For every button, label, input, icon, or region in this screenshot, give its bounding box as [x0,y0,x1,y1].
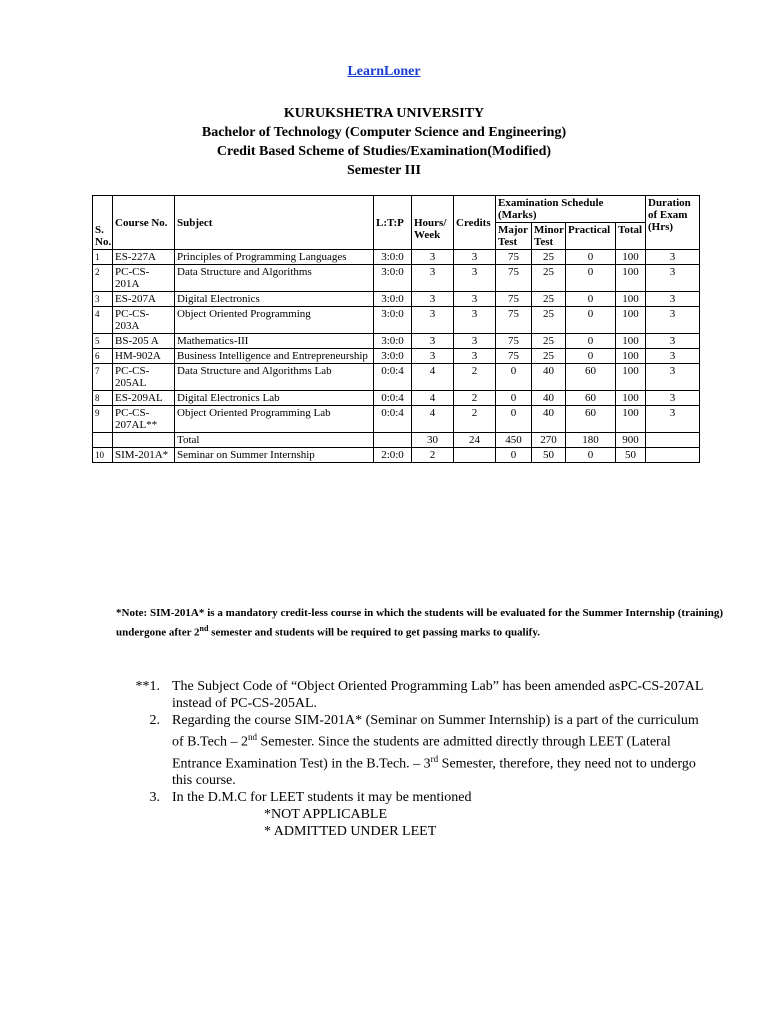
cell-empty [646,433,700,448]
cell-major: 75 [496,349,532,364]
cell-practical: 0 [566,448,616,463]
cell-practical: 0 [566,265,616,292]
brand-link[interactable]: LearnLoner [347,64,421,79]
cell-sno: 3 [93,292,113,307]
list-item [112,678,712,712]
list-item [112,789,712,840]
cell-total: 50 [616,448,646,463]
cell-total: 100 [616,349,646,364]
cell-credits: 3 [454,250,496,265]
cell-major: 0 [496,448,532,463]
cell-hours: 4 [412,406,454,433]
cell-credits: 3 [454,292,496,307]
program-name: Bachelor of Technology (Computer Science and Engineering) [201,125,567,140]
cell-hours: 2 [412,448,454,463]
total-hours: 30 [412,433,454,448]
note-text-1: *Note: SIM-201A* is a mandatory credit-less course in which the students will be evaluated for the Summer Internship (training) undergone after 2 [116,607,723,639]
header-row-1 [93,196,700,223]
semester-title: Semester III [346,163,421,178]
cell-subject: Data Structure and Algorithms [175,265,374,292]
header-course-no: Course No. [113,196,175,250]
cell-major: 75 [496,292,532,307]
header-duration: Duration of Exam (Hrs) [646,196,700,250]
cell-sno: 8 [93,391,113,406]
cell-major: 0 [496,364,532,391]
cell-course: PC-CS-203A [113,307,175,334]
header-subject: Subject [175,196,374,250]
list-text [172,789,712,840]
header-major: Major Test [496,223,532,250]
cell-credits [454,448,496,463]
table-body [93,250,700,463]
cell-total: 100 [616,364,646,391]
cell-ltp: 3:0:0 [374,292,412,307]
cell-duration: 3 [646,307,700,334]
total-minor: 270 [532,433,566,448]
cell-major: 75 [496,334,532,349]
cell-major: 0 [496,391,532,406]
cell-sno: 9 [93,406,113,433]
cell-subject: Digital Electronics [175,292,374,307]
cell-duration: 3 [646,265,700,292]
cell-ltp: 0:0:4 [374,364,412,391]
list-number: 2. [149,713,160,728]
cell-sno: 6 [93,349,113,364]
table-row [93,391,700,406]
cell-subject: Object Oriented Programming [175,307,374,334]
cell-credits: 3 [454,265,496,292]
cell-ltp: 3:0:0 [374,250,412,265]
table-row [93,364,700,391]
header-practical: Practical [566,223,616,250]
brand-link-wrap [0,64,768,80]
header-sno: S. No. [93,196,113,250]
credit-note [116,606,723,641]
cell-ltp: 0:0:4 [374,391,412,406]
table-row [93,334,700,349]
total-row [93,433,700,448]
cell-total: 100 [616,391,646,406]
cell-hours: 4 [412,364,454,391]
header-minor: Minor Test [532,223,566,250]
cell-course: PC-CS-201A [113,265,175,292]
cell-hours: 4 [412,391,454,406]
cell-course: BS-205 A [113,334,175,349]
cell-duration [646,448,700,463]
table-row [93,349,700,364]
cell-duration: 3 [646,334,700,349]
total-credits: 24 [454,433,496,448]
cell-ltp: 0:0:4 [374,406,412,433]
cell-major: 75 [496,250,532,265]
cell-course: ES-207A [113,292,175,307]
cell-hours: 3 [412,292,454,307]
cell-ltp: 3:0:0 [374,307,412,334]
list-text-part: Semester, therefore, they need not to undergo this course. [172,756,696,789]
cell-course: HM-902A [113,349,175,364]
list-sup: nd [248,732,258,742]
cell-ltp: 3:0:0 [374,334,412,349]
cell-major: 0 [496,406,532,433]
list-sup: rd [430,753,439,764]
cell-minor: 25 [532,334,566,349]
cell-empty [113,433,175,448]
leet-not-applicable: *NOT APPLICABLE [264,807,388,823]
cell-duration: 3 [646,364,700,391]
cell-course: PC-CS-205AL [113,364,175,391]
table-row [93,307,700,334]
cell-practical: 0 [566,292,616,307]
cell-total: 100 [616,307,646,334]
cell-total: 100 [616,292,646,307]
cell-total: 100 [616,406,646,433]
cell-credits: 2 [454,364,496,391]
header-hours: Hours/ Week [412,196,454,250]
cell-practical: 0 [566,349,616,364]
header-credits: Credits [454,196,496,250]
cell-practical: 0 [566,307,616,334]
table-row [93,292,700,307]
university-name: KURUKSHETRA UNIVERSITY [283,106,485,121]
cell-minor: 25 [532,292,566,307]
cell-hours: 3 [412,265,454,292]
cell-sno: 5 [93,334,113,349]
document-heading [0,104,768,180]
amendment-list [112,678,712,840]
cell-practical: 0 [566,334,616,349]
cell-practical: 60 [566,391,616,406]
cell-empty [93,433,113,448]
cell-hours: 3 [412,349,454,364]
cell-major: 75 [496,307,532,334]
cell-course: ES-227A [113,250,175,265]
cell-empty [374,433,412,448]
cell-subject: Object Oriented Programming Lab [175,406,374,433]
cell-major: 75 [496,265,532,292]
table-row [93,250,700,265]
cell-sno: 1 [93,250,113,265]
note-sup: nd [199,624,209,633]
cell-duration: 3 [646,349,700,364]
cell-credits: 3 [454,307,496,334]
cell-course: ES-209AL [113,391,175,406]
cell-minor: 25 [532,307,566,334]
list-number: **1. [135,679,160,694]
list-number: 3. [149,790,160,806]
cell-duration: 3 [646,391,700,406]
cell-duration: 3 [646,250,700,265]
cell-minor: 25 [532,250,566,265]
cell-hours: 3 [412,334,454,349]
cell-duration: 3 [646,406,700,433]
list-text-part: In the D.M.C for LEET students it may be mentioned [172,790,472,806]
header-ltp: L:T:P [374,196,412,250]
cell-subject: Principles of Programming Languages [175,250,374,265]
cell-course: SIM-201A* [113,448,175,463]
list-text [172,712,712,789]
cell-ltp: 3:0:0 [374,265,412,292]
cell-minor: 25 [532,349,566,364]
header-exam-schedule: Examination Schedule (Marks) [496,196,646,223]
cell-minor: 40 [532,391,566,406]
cell-duration: 3 [646,292,700,307]
cell-credits: 3 [454,349,496,364]
table-row [93,265,700,292]
table-row [93,406,700,433]
cell-practical: 0 [566,250,616,265]
cell-credits: 3 [454,334,496,349]
cell-credits: 2 [454,406,496,433]
cell-credits: 2 [454,391,496,406]
scheme-table [92,195,700,463]
cell-hours: 3 [412,250,454,265]
cell-subject: Digital Electronics Lab [175,391,374,406]
cell-minor: 40 [532,406,566,433]
cell-hours: 3 [412,307,454,334]
list-text-part: Regarding the course SIM-201A* (Seminar on Summer Internship) is a part of the curriculum of B.Tech – 2 [172,713,699,750]
cell-subject: Mathematics-III [175,334,374,349]
cell-practical: 60 [566,364,616,391]
total-label: Total [175,433,374,448]
total-practical: 180 [566,433,616,448]
list-item [112,712,712,789]
cell-minor: 40 [532,364,566,391]
note-text-2: semester and students will be required to get passing marks to qualify. [208,626,540,639]
total-major: 450 [496,433,532,448]
list-text: The Subject Code of “Object Oriented Programming Lab” has been amended asPC-CS-207AL instead of PC-CS-205AL. [172,679,703,711]
table-row-seminar [93,448,700,463]
cell-ltp: 3:0:0 [374,349,412,364]
cell-subject: Business Intelligence and Entrepreneurship [175,349,374,364]
scheme-title: Credit Based Scheme of Studies/Examination(Modified) [216,144,552,159]
cell-minor: 25 [532,265,566,292]
cell-sno: 2 [93,265,113,292]
cell-subject: Seminar on Summer Internship [175,448,374,463]
cell-sno: 4 [93,307,113,334]
list-text-part: Semester. Since the students are admitted directly through LEET (Lateral Entrance Examination Test) in the B.Tech. – 3 [172,734,671,772]
leet-admitted: * ADMITTED UNDER LEET [264,824,437,840]
cell-subject: Data Structure and Algorithms Lab [175,364,374,391]
cell-sno: 10 [93,448,113,463]
cell-total: 100 [616,334,646,349]
cell-practical: 60 [566,406,616,433]
total-total: 900 [616,433,646,448]
cell-sno: 7 [93,364,113,391]
cell-total: 100 [616,265,646,292]
cell-total: 100 [616,250,646,265]
cell-minor: 50 [532,448,566,463]
cell-ltp: 2:0:0 [374,448,412,463]
cell-course: PC-CS-207AL** [113,406,175,433]
header-total: Total [616,223,646,250]
